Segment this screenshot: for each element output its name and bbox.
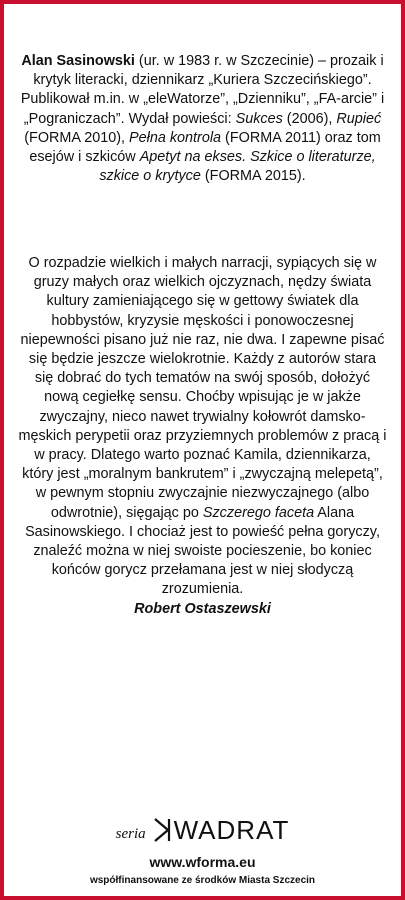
review-text-1: O rozpadzie wielkich i małych narracji, sypiących się w gruzy małych oraz wielkich ojczyznach, nędzy świata kultury zamieniającego się w gettowy światek dla hobbystów, kryzysie męskości i ponowoczesnej niepewności pisano już nie raz, nie dwa. I zapewne pisać się będzie jeszcze wielokrotnie. Każdy z autorów stara się dobrać do tych tematów na swój sposób, dołożyć nową cegiełkę sensu. Choćby wpisując je w jakże zwyczajny, nieco nawet trywialny kołowrót damsko-męskich perypetii oraz przyziemnych problemów z pracą i w pracy. Dlatego warto poznać Kamila, dziennikarza, który jest „moralnym bankrutem” i „zwyczajną melepetą”, w pewnym stopniu zwyczajnie niezwyczajnego (albo odwrotnie), sięgając po xyxy=(18,255,387,521)
series-prefix: seria xyxy=(115,825,146,842)
bio-text-1: (ur. w 1983 r. w Szczecinie) – prozaik i krytyk literacki, dziennikarz „Kuriera Szczecińskiego”. Publikował m.in. w „eleWatorze”, „Dzienniku”, „FA-arcie” i „Pograniczach”. Wydał powieści: xyxy=(20,53,385,127)
author-name: Alan Sasinowski xyxy=(21,53,135,69)
mirrored-k-logo-icon xyxy=(152,817,174,843)
author-bio xyxy=(18,52,387,186)
book-title-rupiec: Rupieć xyxy=(336,110,382,127)
bio-text-2: (2006), xyxy=(282,110,337,127)
review-text-2: Alana Sasinowskiego. I chociaż jest to powieść pełna goryczy, znaleźć można w niej swoiste pocieszenie, bo koniec końców gorycz przełamana jest w niej słodyczą zrozumienia. xyxy=(25,504,380,598)
bio-text-5: (FORMA 2015). xyxy=(200,168,306,185)
publisher-url[interactable]: www.wforma.eu xyxy=(149,854,256,870)
book-title-sukces: Sukces xyxy=(235,110,283,127)
book-title-szczery-facet: Szczerego faceta xyxy=(202,504,315,521)
book-title-apetyt: Apetyt na ekses. Szkice o literaturze, szkice o krytyce xyxy=(99,149,376,185)
review-signature: Robert Ostaszewski xyxy=(134,600,271,617)
series-name-text: WADRAT xyxy=(173,814,290,845)
series-name-logo xyxy=(152,815,290,846)
bio-text-4: (FORMA 2011) oraz tom esejów i szkiców xyxy=(29,129,381,166)
series-logo xyxy=(4,810,401,850)
funding-note: współfinansowane ze środków Miasta Szczecin xyxy=(89,875,316,886)
bio-text-3: (FORMA 2010), xyxy=(24,129,130,146)
book-title-pelna-kontrola: Pełna kontrola xyxy=(129,129,222,146)
review-text xyxy=(18,254,387,619)
